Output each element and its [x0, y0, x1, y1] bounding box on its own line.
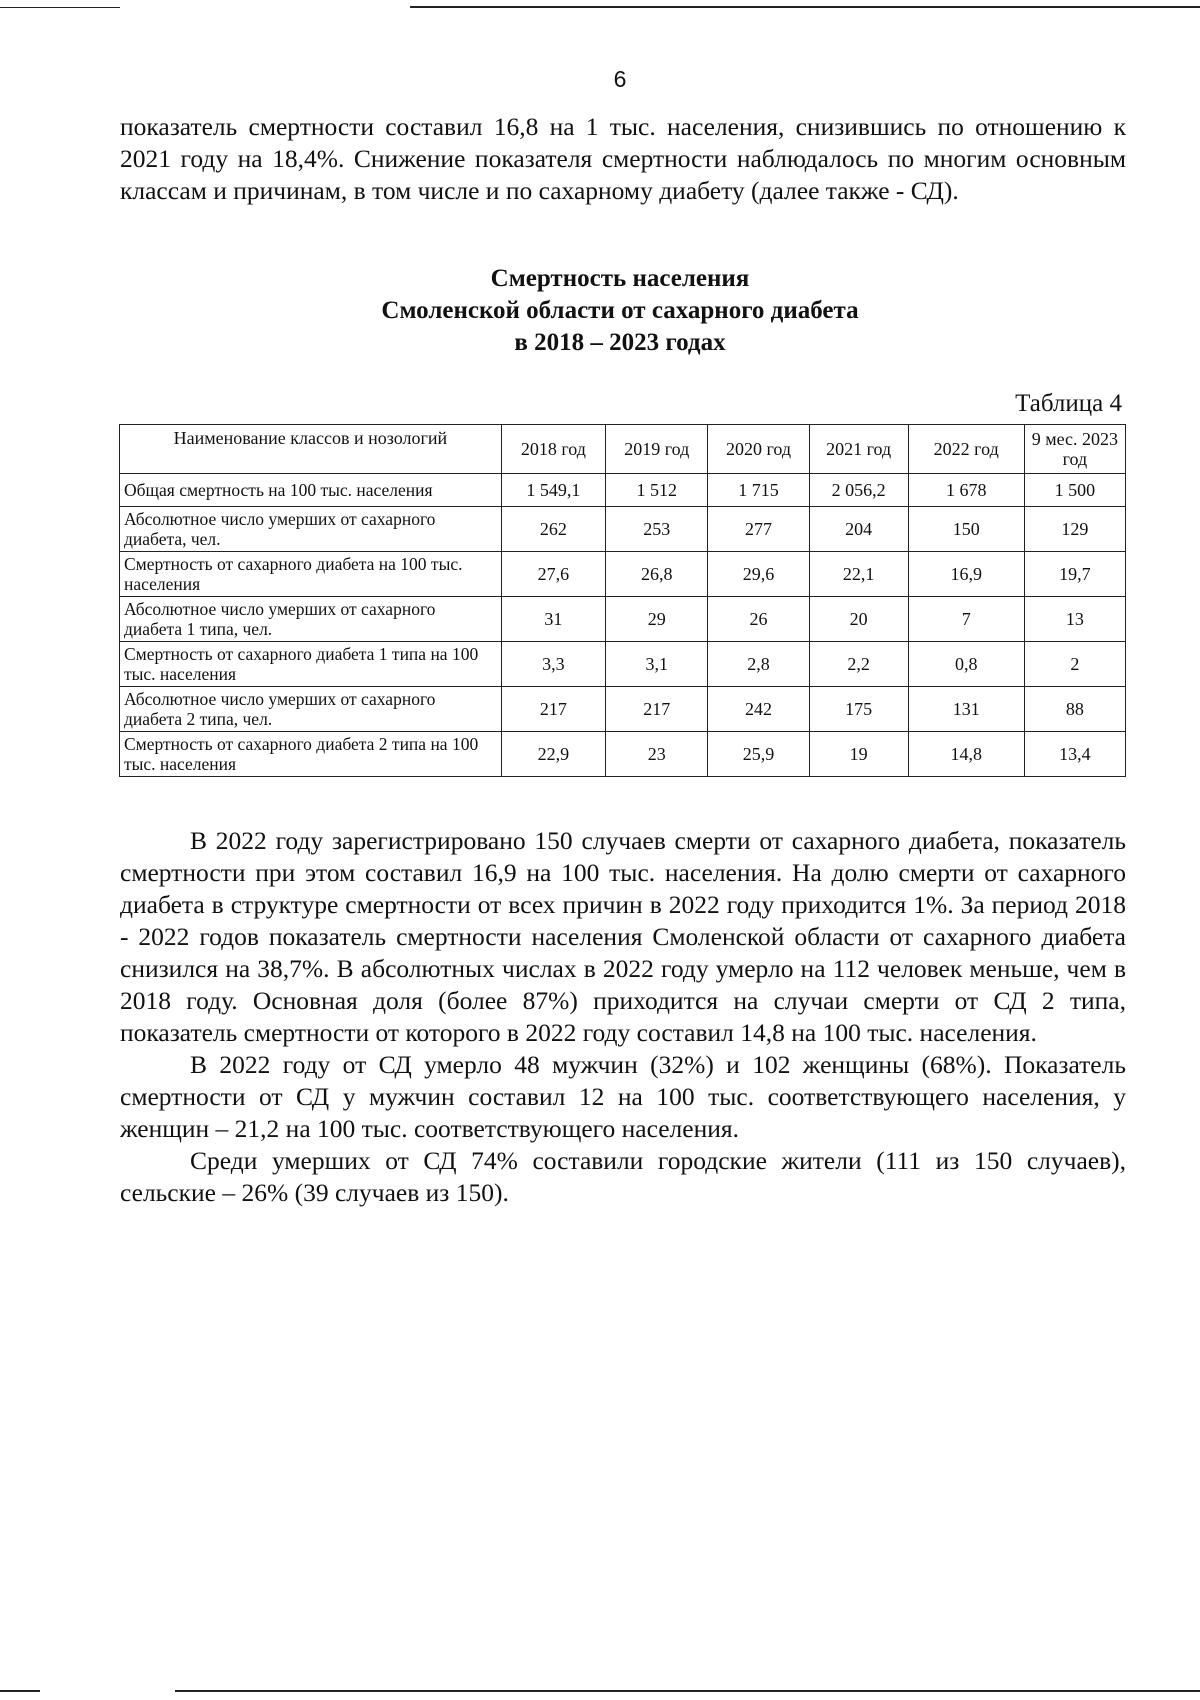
paragraph: В 2022 году от СД умерло 48 мужчин (32%) и 102 женщины (68%). Показатель смертности от СД у мужчин составил 12 на 100 тыс. соответствующего населения, у женщин – 21,2 на 100 тыс. соответствующего населения. — [120, 1050, 1126, 1143]
table-cell: 1 500 — [1024, 474, 1125, 507]
table-cell: 29,6 — [708, 552, 809, 597]
scan-edge-bottom-left — [0, 1690, 40, 1692]
table-cell: 7 — [908, 597, 1024, 642]
table-row — [120, 552, 1126, 597]
table-cell: 23 — [606, 732, 708, 777]
table-row — [120, 507, 1126, 552]
heading-line-2: Смоленской области от сахарного диабета — [381, 297, 859, 324]
table-cell: 217 — [606, 687, 708, 732]
row-label: Абсолютное число умерших от сахарного диабета 2 типа, чел. — [120, 687, 502, 732]
table-cell: 1 512 — [606, 474, 708, 507]
table-cell: 31 — [501, 597, 605, 642]
table-caption: Таблица 4 — [1015, 390, 1122, 417]
table-cell: 253 — [606, 507, 708, 552]
table-cell: 277 — [708, 507, 809, 552]
table-cell: 3,3 — [501, 642, 605, 687]
table-cell: 2,8 — [708, 642, 809, 687]
table-cell: 242 — [708, 687, 809, 732]
table-cell: 13,4 — [1024, 732, 1125, 777]
row-label: Смертность от сахарного диабета 1 типа на 100 тыс. населения — [120, 642, 502, 687]
table-cell: 88 — [1024, 687, 1125, 732]
heading-line-3: в 2018 – 2023 годах — [514, 329, 726, 356]
paragraph: Среди умерших от СД 74% составили городские жители (111 из 150 случаев), сельские – 26% (39 случаев из 150). — [120, 1146, 1126, 1207]
section-heading — [300, 263, 940, 359]
header-cell: Наименование классов и нозологий — [120, 425, 502, 474]
table-cell: 26 — [708, 597, 809, 642]
table-cell: 0,8 — [908, 642, 1024, 687]
row-label: Абсолютное число умерших от сахарного диабета 1 типа, чел. — [120, 597, 502, 642]
scan-edge-top-left — [0, 7, 120, 8]
table-row — [120, 474, 1126, 507]
table-cell: 1 549,1 — [501, 474, 605, 507]
table-cell: 19,7 — [1024, 552, 1125, 597]
table-cell: 150 — [908, 507, 1024, 552]
table-cell: 27,6 — [501, 552, 605, 597]
heading-line-1: Смертность населения — [490, 265, 750, 292]
table-cell: 16,9 — [908, 552, 1024, 597]
table-row — [120, 732, 1126, 777]
scan-edge-top — [410, 6, 1200, 8]
table-cell: 262 — [501, 507, 605, 552]
table-cell: 19 — [809, 732, 908, 777]
table-cell: 14,8 — [908, 732, 1024, 777]
header-cell: 2019 год — [606, 425, 708, 474]
table-cell: 22,9 — [501, 732, 605, 777]
mortality-table — [119, 424, 1126, 777]
table-cell: 1 678 — [908, 474, 1024, 507]
table-cell: 129 — [1024, 507, 1125, 552]
table-row — [120, 642, 1126, 687]
table-cell: 20 — [809, 597, 908, 642]
table-cell: 1 715 — [708, 474, 809, 507]
table-cell: 204 — [809, 507, 908, 552]
row-label: Смертность от сахарного диабета 2 типа на 100 тыс. населения — [120, 732, 502, 777]
page-number: 6 — [613, 66, 627, 92]
table-row — [120, 597, 1126, 642]
table-cell: 175 — [809, 687, 908, 732]
body-text — [120, 825, 1126, 1209]
row-label: Общая смертность на 100 тыс. населения — [120, 474, 502, 507]
header-cell: 2018 год — [501, 425, 605, 474]
table-cell: 217 — [501, 687, 605, 732]
paragraph: В 2022 году зарегистрировано 150 случаев смерти от сахарного диабета, показатель смертности при этом составил 16,9 на 100 тыс. населения. На долю смерти от сахарного диабета в структуре смертности от всех причин в 2022 году приходится 1%. За период 2018 - 2022 годов показатель смертности населения Смоленской области от сахарного диабета снизился на 38,7%. В абсолютных числах в 2022 году умерло на 112 человек меньше, чем в 2018 году. Основная доля (более 87%) приходится на случаи смерти от СД 2 типа, показатель смертности от которого в 2022 году составил 14,8 на 100 тыс. населения. — [120, 826, 1126, 1047]
table-cell: 131 — [908, 687, 1024, 732]
table-cell: 2,2 — [809, 642, 908, 687]
table-cell: 26,8 — [606, 552, 708, 597]
header-cell: 2022 год — [908, 425, 1024, 474]
table-cell: 2 — [1024, 642, 1125, 687]
table-header-row — [120, 425, 1126, 474]
row-label: Смертность от сахарного диабета на 100 тыс. населения — [120, 552, 502, 597]
table-cell: 22,1 — [809, 552, 908, 597]
table-cell: 3,1 — [606, 642, 708, 687]
header-cell: 2020 год — [708, 425, 809, 474]
table-row — [120, 687, 1126, 732]
scan-edge-bottom — [175, 1690, 1200, 1692]
table-cell: 25,9 — [708, 732, 809, 777]
row-label: Абсолютное число умерших от сахарного диабета, чел. — [120, 507, 502, 552]
header-cell: 9 мес. 2023 год — [1024, 425, 1125, 474]
header-cell: 2021 год — [809, 425, 908, 474]
intro-paragraph: показатель смертности составил 16,8 на 1 тыс. населения, снизившись по отношению к 2021 году на 18,4%. Снижение показателя смертности наблюдалось по многим основным классам и причинам, в том числе и по сахарному диабету (далее также - СД). — [120, 112, 1126, 205]
table-cell: 29 — [606, 597, 708, 642]
table-cell: 13 — [1024, 597, 1125, 642]
table-cell: 2 056,2 — [809, 474, 908, 507]
